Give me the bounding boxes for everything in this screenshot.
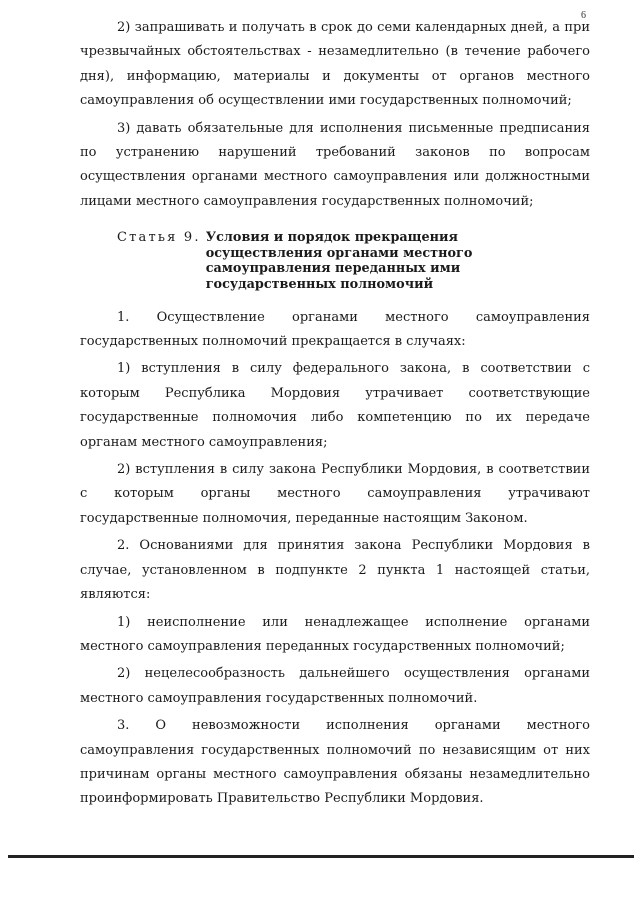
paragraph-article9-3: 3. О невозможности исполнения органами местного самоуправления государственных полномочий по независящим от них причинам органы местного самоуправления обязаны незамедлительно проинформировать Правительство Республики Мордовия. (80, 718, 590, 807)
page-number: 6 (581, 10, 586, 21)
paragraph-article9-1-1: 1) вступления в силу федерального закона, в соответствии с которым Республика Мордовия утрачивает соответствующие государственные полномочия либо компетенцию по их передаче органам местного самоуправления; (80, 361, 590, 450)
paragraph-article9-2-2: 2) нецелесообразность дальнейшего осуществления органами местного самоуправления государственных полномочий. (80, 666, 590, 706)
paragraph-article9-2-1: 1) неисполнение или ненадлежащее исполнение органами местного самоуправления переданных государственных полномочий; (80, 614, 590, 654)
paragraph-article9-1-2: 2) вступления в силу закона Республики Мордовия, в соответствии с которым органы местного самоуправления утрачивают государственные полномочия, переданные настоящим Законом. (80, 462, 590, 526)
bottom-divider (8, 855, 634, 858)
article-heading (117, 230, 590, 292)
paragraph-3-issue-orders: 3) давать обязательные для исполнения письменные предписания по устранению нарушений требований законов по вопросам осуществления органами местного самоуправления или должностными лицами местного самоуправления государственных полномочий; (80, 120, 590, 209)
paragraph-2-request-info: 2) запрашивать и получать в срок до семи календарных дней, а при чрезвычайных обстоятельствах - незамедлительно (в течение рабочего дня), информацию, материалы и документы от органов местного самоуправления об осуществлении ими государственных полномочий; (80, 20, 590, 109)
article-label: Статья 9. (117, 230, 201, 246)
document-body (80, 16, 590, 815)
paragraph-article9-2: 2. Основаниями для принятия закона Республики Мордовия в случае, установленном в подпункте 2 пункта 1 настоящей статьи, являются: (80, 538, 590, 603)
article-title: Условия и порядок прекращения осуществления органами местного самоуправления переданных ими государственных полномочий (205, 230, 473, 293)
paragraph-article9-1: 1. Осуществление органами местного самоуправления государственных полномочий прекращается в случаях: (80, 309, 590, 350)
